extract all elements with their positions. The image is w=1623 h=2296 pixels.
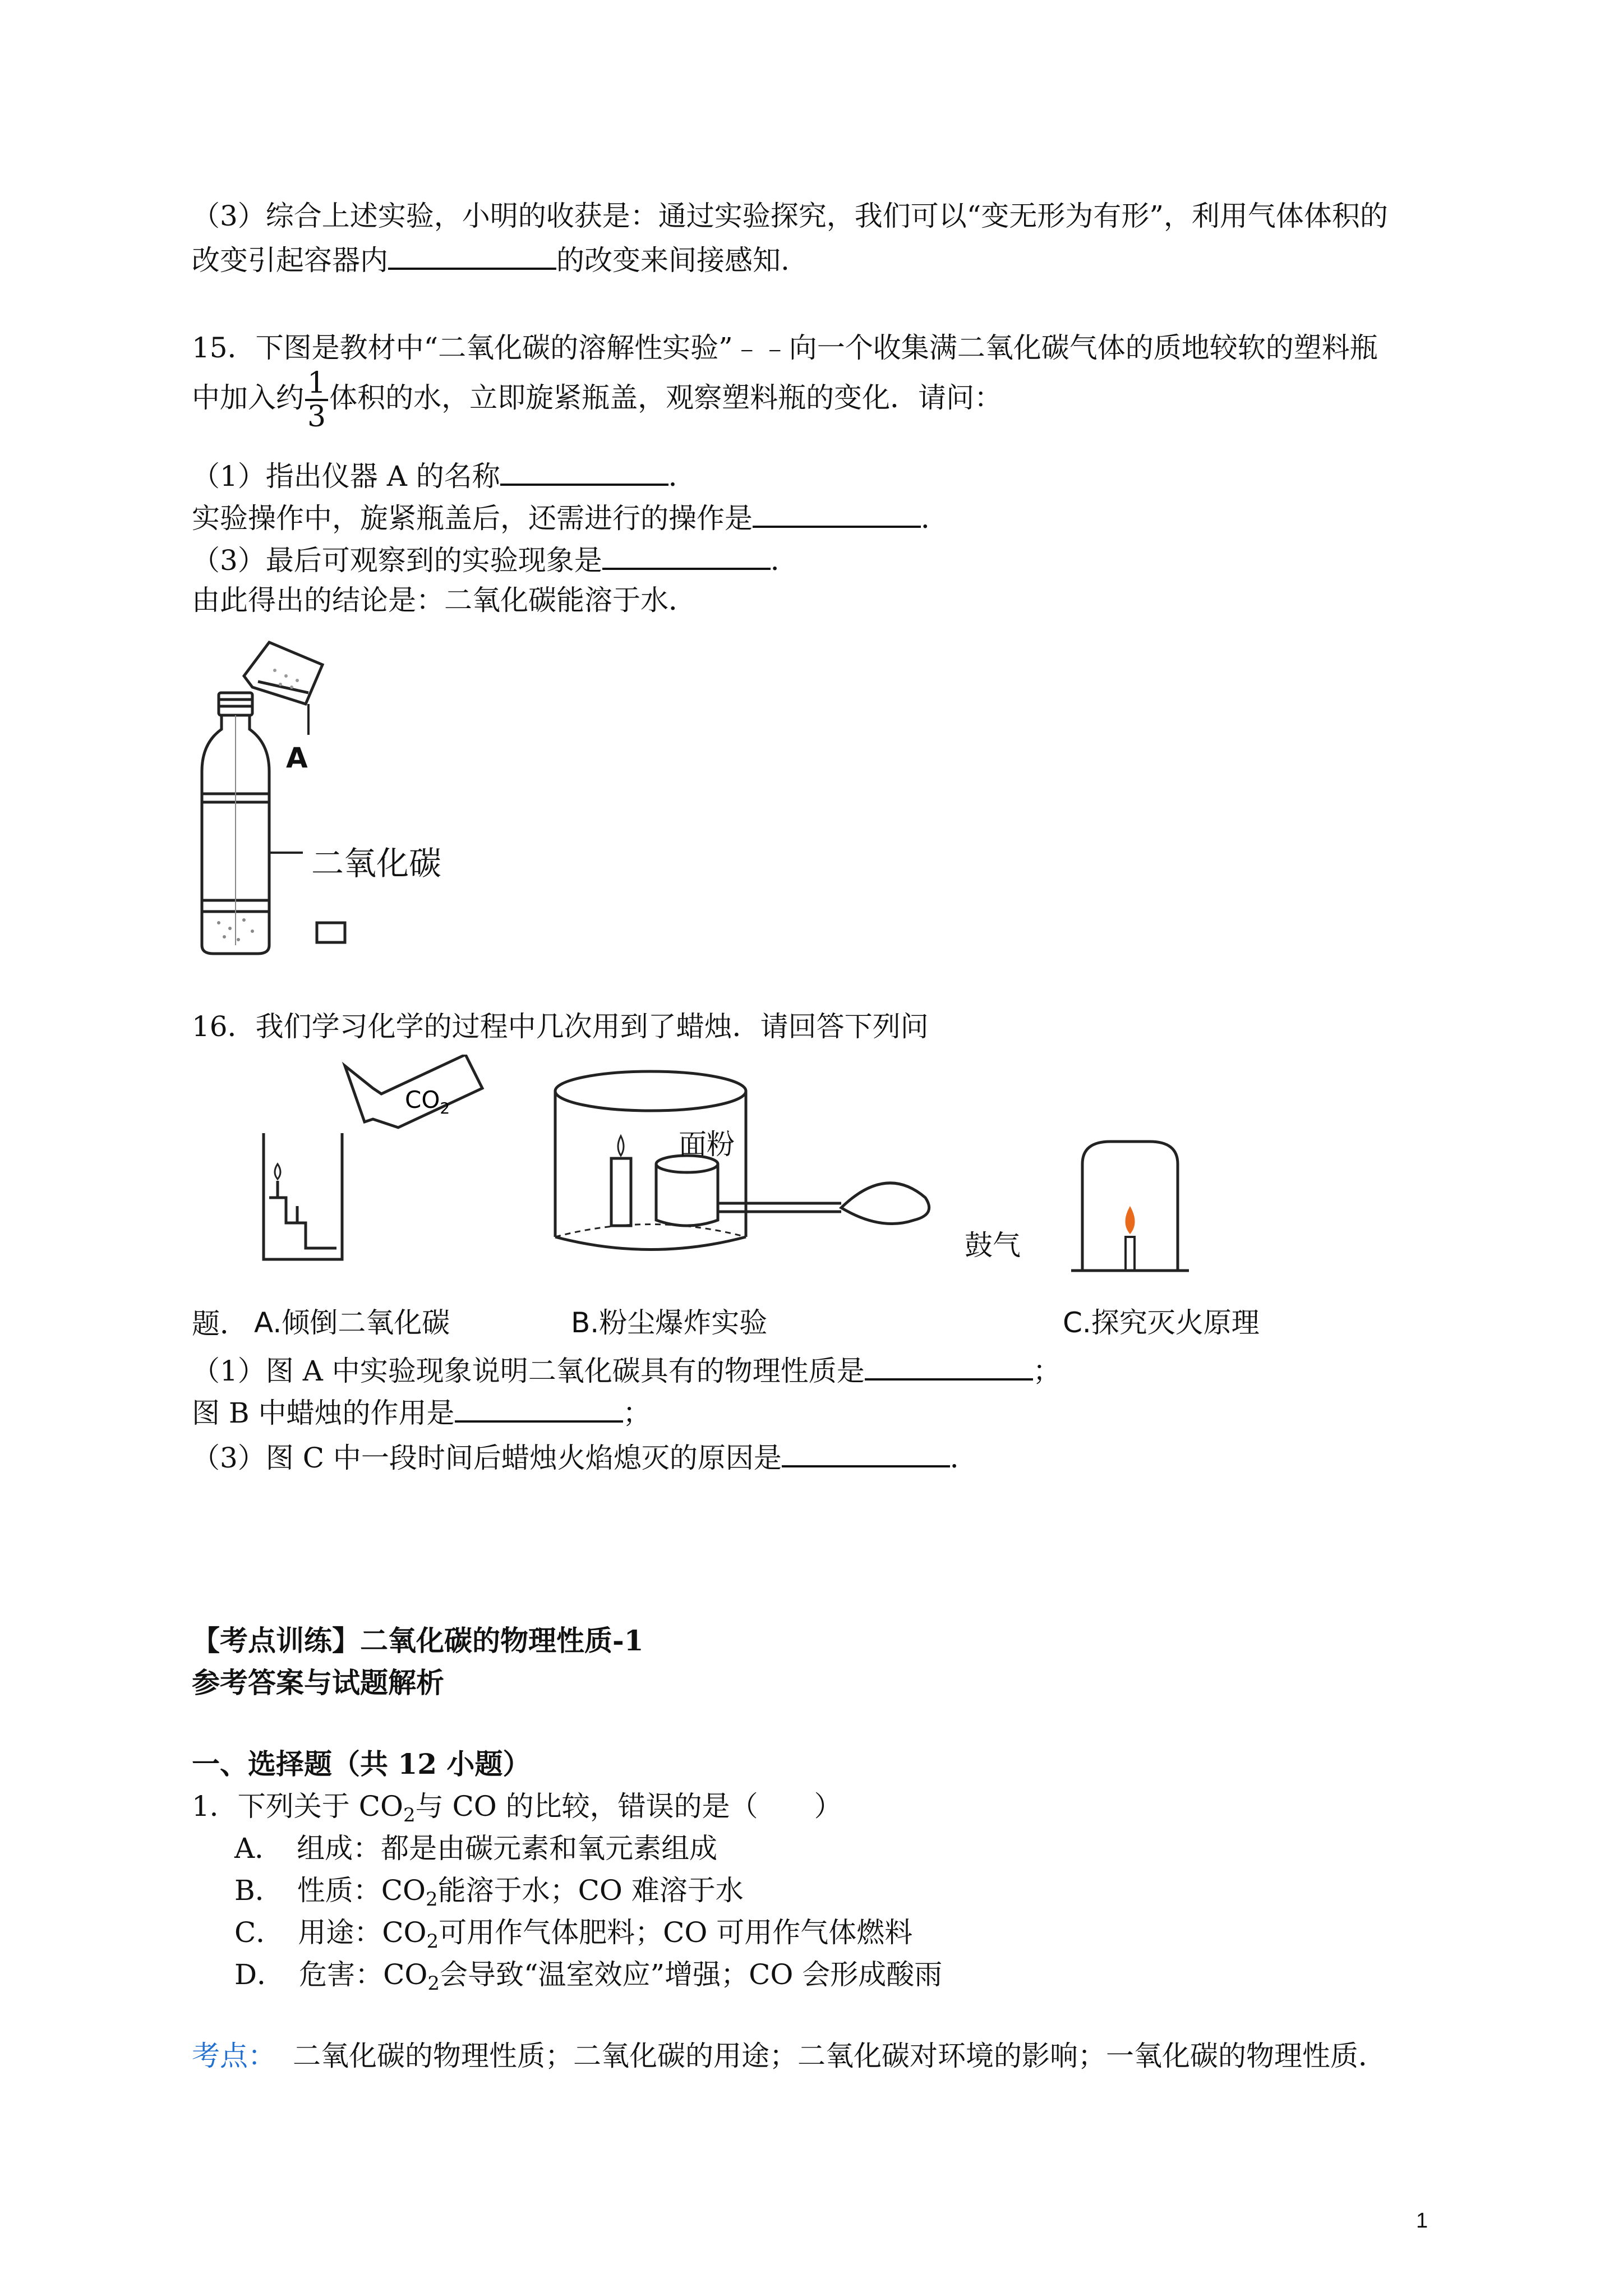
option-a: A． 组成：都是由碳元素和氧元素组成: [234, 1832, 718, 1865]
q14-line2-post: 的改变来间接感知.: [556, 244, 790, 277]
option-b-sub: 2: [426, 1888, 438, 1911]
label-flour: 面粉: [679, 1128, 735, 1161]
label-blow: 鼓气: [965, 1229, 1021, 1262]
option-c-sub: 2: [426, 1930, 439, 1953]
q15-line2-pre: 中加入约: [192, 381, 304, 414]
q1-sub: 2: [403, 1804, 416, 1826]
option-b-pre: B． 性质：CO: [234, 1874, 426, 1907]
answers-subtitle: 参考答案与试题解析: [192, 1666, 444, 1699]
q14-line1: （3）综合上述实验，小明的收获是：通过实验探究，我们可以“变无形为有形”，利用气体体积的: [192, 200, 1388, 232]
q1: [192, 1787, 842, 1835]
q15-sub2: [192, 496, 949, 538]
co2-label: $CO_2$: [405, 1086, 450, 1117]
answers-title: 【考点训练】二氧化碳的物理性质-1: [192, 1624, 644, 1657]
plastic-bottle-icon: [202, 693, 269, 954]
figure-a-caption: A.倾倒二氧化碳: [254, 1306, 450, 1339]
q15-sub3-end: ．: [770, 544, 799, 577]
q16-sub2-text: 图 B 中蜡烛的作用是: [192, 1397, 455, 1429]
fraction-numerator: 1: [305, 367, 328, 401]
q16-sub3-text: （3）图 C 中一段时间后蜡烛火焰熄灭的原因是: [192, 1442, 782, 1474]
option-d-sub: 2: [427, 1972, 440, 1995]
q15-sub1-end: ．: [668, 460, 697, 493]
kaodian-label: 考点：: [192, 2040, 276, 2072]
answer-blank[interactable]: [455, 1391, 623, 1423]
beaker-icon: [244, 642, 322, 704]
flame-icon: [1126, 1206, 1135, 1234]
option-b: [234, 1871, 744, 1919]
label-a: A: [286, 742, 308, 774]
figure-c-caption: C.探究灭火原理: [1063, 1306, 1260, 1339]
q16-line2: [192, 1304, 248, 1343]
kaodian: [192, 2036, 1386, 2076]
option-c-pre: C． 用途：CO: [234, 1916, 427, 1949]
q15-conclusion: 由此得出的结论是：二氧化碳能溶于水．: [192, 584, 697, 616]
flame-icon: [618, 1136, 624, 1156]
candle-icon: [1126, 1237, 1135, 1271]
q16-sub1: [192, 1349, 1061, 1391]
answer-blank[interactable]: [500, 454, 668, 486]
steps-icon: [269, 1198, 336, 1248]
option-d: [234, 1955, 942, 2003]
figure-a: [252, 1055, 488, 1268]
q15-sub1-text: （1）指出仪器 A 的名称: [192, 460, 500, 493]
q15-line1: 15．下图是教材中“二氧化碳的溶解性实验”﹣﹣向一个收集满二氧化碳气体的质地较软的塑料瓶: [192, 332, 1378, 364]
answer-blank[interactable]: [388, 238, 556, 270]
label-co2: 二氧化碳: [311, 844, 442, 882]
figure-b-caption: B.粉尘爆炸实验: [571, 1306, 768, 1339]
answer-blank[interactable]: [865, 1349, 1033, 1381]
q15-line2-post: 体积的水，立即旋紧瓶盖，观察塑料瓶的变化．请问：: [329, 381, 1003, 414]
q16-sub3: [192, 1436, 978, 1478]
q15-sub1: [192, 454, 697, 496]
option-b-post: 能溶于水；CO 难溶于水: [437, 1874, 744, 1907]
q15-line2: [192, 367, 1002, 432]
option-d-post: 会导致“温室效应”增强；CO 会形成酸雨: [439, 1958, 943, 1991]
q15-sub2-end: ．: [921, 502, 949, 535]
bellows-icon: [841, 1183, 929, 1224]
q15-sub3: [192, 539, 799, 580]
q14-line2-pre: 改变引起容器内: [192, 244, 388, 277]
q16-sub2-end: ；: [623, 1397, 651, 1429]
q16-line1: 16．我们学习化学的过程中几次用到了蜡烛．请回答下列问: [192, 1010, 929, 1043]
q16-sub1-end: ；: [1032, 1355, 1061, 1387]
q15-sub2-text: 实验操作中，旋紧瓶盖后，还需进行的操作是: [192, 502, 753, 535]
q15-sub3-text: （3）最后可观察到的实验现象是: [192, 544, 602, 577]
option-c-post: 可用作气体肥料；CO 可用作气体燃料: [439, 1916, 913, 1949]
fraction-denominator: 3: [307, 400, 326, 434]
fraction: [305, 367, 328, 432]
flame-icon: [275, 1164, 280, 1179]
q1-pre: 1．下列关于 CO: [192, 1790, 403, 1823]
q16-sub3-end: ．: [949, 1442, 978, 1474]
answer-blank[interactable]: [782, 1436, 950, 1467]
q14-line2: [192, 238, 790, 280]
q16-sub1-text: （1）图 A 中实验现象说明二氧化碳具有的物理性质是: [192, 1355, 865, 1387]
candle-icon: [611, 1158, 631, 1226]
option-c: [234, 1913, 912, 1961]
q1-post: 与 CO 的比较，错误的是（ ）: [415, 1790, 842, 1823]
kaodian-text: 二氧化碳的物理性质；二氧化碳的用途；二氧化碳对环境的影响；一氧化碳的物理性质．: [293, 2040, 1386, 2072]
co2-bottle-figure: [191, 631, 505, 959]
page-number: 1: [1416, 2209, 1428, 2233]
figure-c: [1066, 1130, 1211, 1276]
option-d-pre: D． 危害：CO: [234, 1958, 428, 1991]
answer-blank[interactable]: [753, 496, 921, 528]
q16-line2-pre: 题．: [192, 1308, 248, 1340]
answer-blank[interactable]: [602, 539, 771, 570]
section-heading: 一、选择题（共 12 小题）: [192, 1747, 531, 1780]
bottle-cap-icon: [317, 923, 345, 942]
q16-sub2: [192, 1391, 651, 1433]
